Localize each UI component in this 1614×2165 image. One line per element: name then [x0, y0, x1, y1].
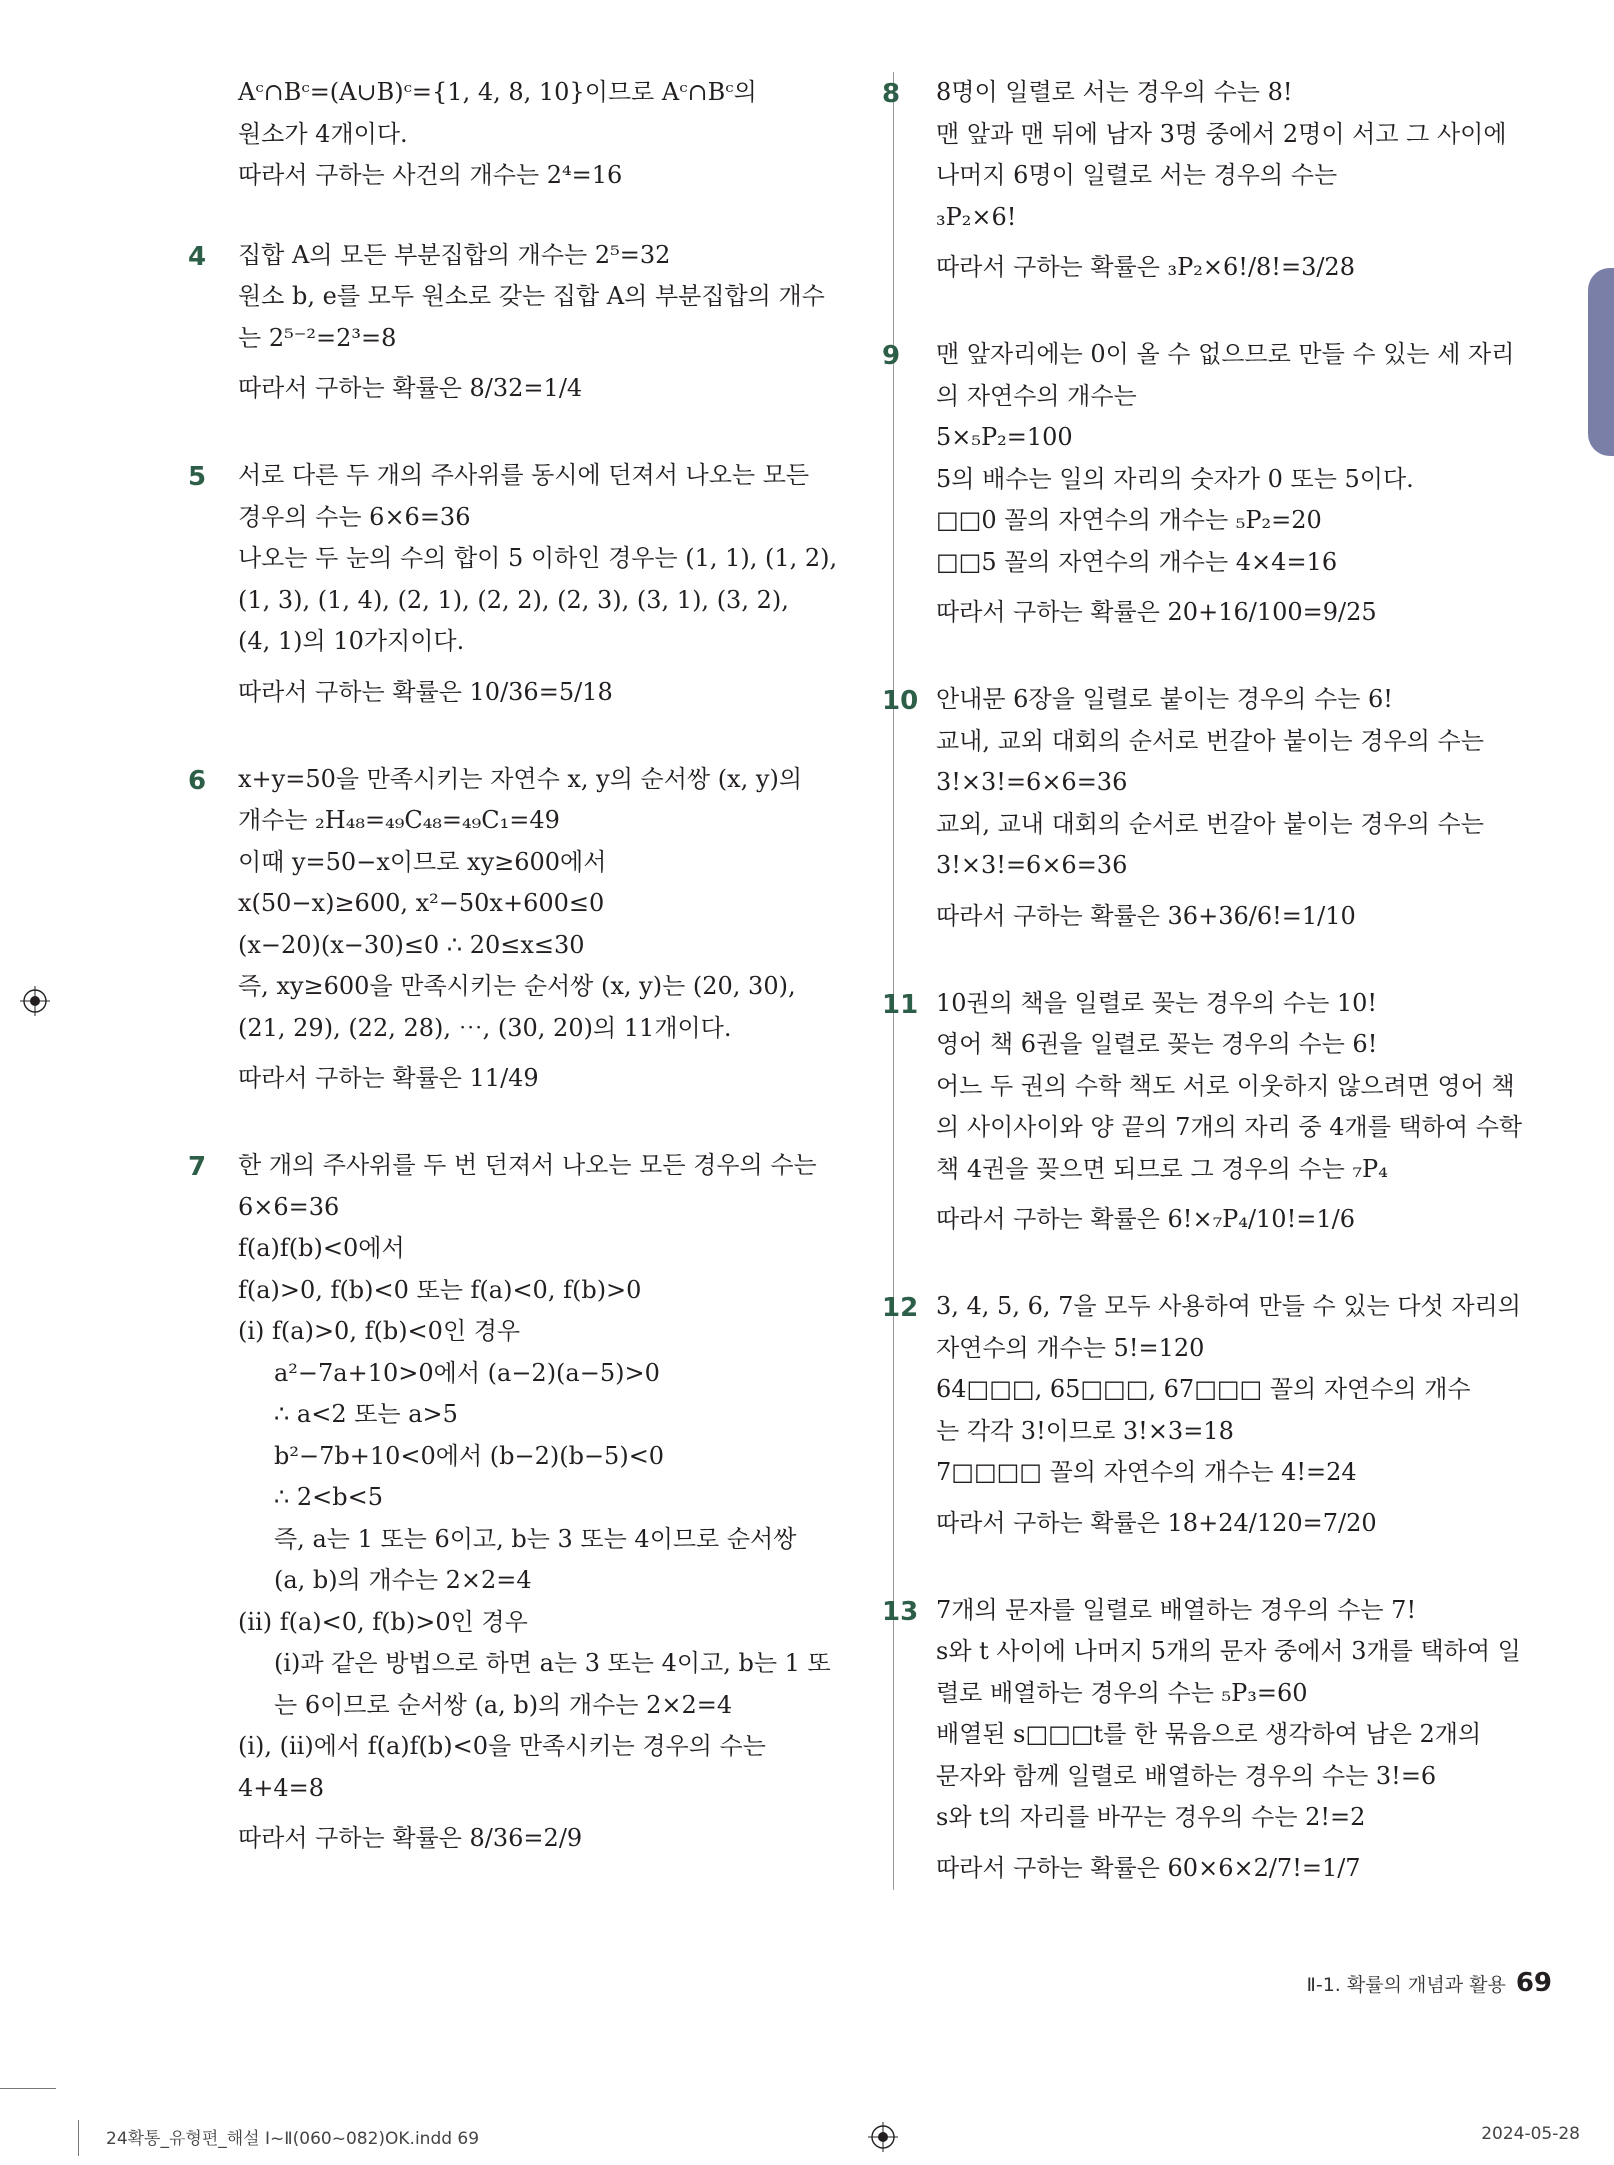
problem-5 — [188, 455, 858, 721]
solution-line: 교외, 교내 대회의 순서로 번갈아 붙이는 경우의 수는 — [936, 809, 1484, 838]
solution-line: 7개의 문자를 일렬로 배열하는 경우의 수는 7! — [936, 1595, 1417, 1624]
registration-mark-icon — [868, 2122, 898, 2152]
solution-line: 교내, 교외 대회의 순서로 번갈아 붙이는 경우의 수는 — [936, 726, 1484, 755]
running-footer — [1307, 1968, 1552, 1998]
solution-line: 나오는 두 눈의 수의 합이 5 이하인 경우는 (1, 1), (1, 2), — [238, 544, 838, 572]
solution-line: (ⅰ)과 같은 방법으로 하면 a는 3 또는 4이고, b는 1 또 — [274, 1649, 831, 1677]
solution-line: 즉, a는 1 또는 6이고, b는 3 또는 4이므로 순서쌍 — [274, 1524, 797, 1553]
solution-line: 3!×3!=6×6=36 — [936, 768, 1128, 796]
solution-line: (ⅰ) f(a)>0, f(b)<0인 경우 — [238, 1317, 521, 1345]
solution-line: 7□□□□ 꼴의 자연수의 개수는 4!=24 — [936, 1458, 1357, 1486]
solution-line: 따라서 구하는 확률은 8/32=1/4 — [238, 374, 583, 402]
solution-line: 10권의 책을 일렬로 꽂는 경우의 수는 10! — [936, 988, 1378, 1017]
solution-line: 는 6이므로 순서쌍 (a, b)의 개수는 2×2=4 — [274, 1690, 733, 1719]
problem-number: 8 — [882, 79, 901, 109]
solution-line: □□5 꼴의 자연수의 개수는 4×4=16 — [936, 547, 1338, 576]
solution-line: 즉, xy≥600을 만족시키는 순서쌍 (x, y)는 (20, 30), — [238, 972, 796, 1000]
solution-line: (21, 29), (22, 28), ⋯, (30, 20)의 11개이다. — [238, 1013, 732, 1042]
solution-line: x(50−x)≥600, x²−50x+600≤0 — [238, 889, 605, 917]
solution-line: 따라서 구하는 확률은 10/36=5/18 — [238, 677, 613, 706]
solution-line: ∴ 2<b<5 — [274, 1483, 384, 1511]
solution-line: 는 2⁵⁻²=2³=8 — [238, 323, 397, 352]
solution-line: 따라서 구하는 확률은 6!×₇P₄/10!=1/6 — [936, 1205, 1355, 1233]
solution-line: 3!×3!=6×6=36 — [936, 851, 1128, 879]
solution-line: 따라서 구하는 확률은 36+36/6!=1/10 — [936, 901, 1356, 930]
footer-rule — [0, 2088, 56, 2089]
problem-continued — [238, 72, 858, 197]
solution-line: (ⅱ) f(a)<0, f(b)>0인 경우 — [238, 1607, 528, 1636]
solution-line: a²−7a+10>0에서 (a−2)(a−5)>0 — [274, 1358, 660, 1387]
solution-line: (a, b)의 개수는 2×2=4 — [274, 1566, 532, 1594]
left-column — [188, 72, 858, 1905]
solution-line: 6×6=36 — [238, 1192, 340, 1221]
solution-line: 3, 4, 5, 6, 7을 모두 사용하여 만들 수 있는 다섯 자리의 — [936, 1292, 1521, 1320]
solution-line: 영어 책 6권을 일렬로 꽂는 경우의 수는 6! — [936, 1030, 1378, 1058]
problem-10 — [882, 679, 1556, 945]
solution-line: 의 사이사이와 양 끝의 7개의 자리 중 4개를 택하여 수학 — [936, 1113, 1523, 1141]
file-name: 24확통_유형편_해설 Ⅰ~Ⅱ(060~082)OK.indd 69 — [106, 2129, 480, 2149]
problem-9 — [882, 334, 1556, 641]
solution-line: 한 개의 주사위를 두 번 던져서 나오는 모든 경우의 수는 — [238, 1151, 817, 1179]
problem-12 — [882, 1286, 1556, 1552]
solution-line: 나머지 6명이 일렬로 서는 경우의 수는 — [936, 161, 1338, 189]
problem-number: 11 — [882, 989, 919, 1020]
solution-line: (1, 3), (1, 4), (2, 1), (2, 2), (2, 3), (3, 1), (3, 2), — [238, 585, 789, 614]
solution-line: 의 자연수의 개수는 — [936, 381, 1137, 410]
problem-number: 12 — [882, 1293, 919, 1323]
solution-line: 자연수의 개수는 5!=120 — [936, 1333, 1205, 1362]
solution-line: 어느 두 권의 수학 책도 서로 이웃하지 않으려면 영어 책 — [936, 1071, 1515, 1100]
right-column — [882, 72, 1556, 1935]
problem-8 — [882, 72, 1556, 296]
problem-6 — [188, 759, 858, 1108]
solution-line: 따라서 구하는 확률은 60×6×2/7!=1/7 — [936, 1853, 1361, 1882]
solution-line: 따라서 구하는 확률은 11/49 — [238, 1064, 539, 1092]
problem-number: 7 — [188, 1152, 207, 1182]
solution-line: 64□□□, 65□□□, 67□□□ 꼴의 자연수의 개수 — [936, 1375, 1471, 1403]
problem-number: 10 — [882, 686, 919, 716]
solution-line: 배열된 s□□□t를 한 묶음으로 생각하여 남은 2개의 — [936, 1720, 1482, 1748]
print-date: 2024-05-28 — [1481, 2124, 1580, 2144]
problem-11 — [882, 983, 1556, 1249]
solution-line: (ⅰ), (ⅱ)에서 f(a)f(b)<0을 만족시키는 경우의 수는 — [238, 1732, 766, 1760]
solution-line: 8명이 일렬로 서는 경우의 수는 8! — [936, 78, 1293, 106]
problem-number: 4 — [188, 241, 207, 272]
solution-line: 따라서 구하는 사건의 개수는 2⁴=16 — [238, 161, 623, 189]
solution-line: f(a)f(b)<0에서 — [238, 1234, 405, 1262]
solution-line: 집합 A의 모든 부분집합의 개수는 2⁵=32 — [238, 240, 671, 269]
section-title: Ⅱ-1. 확률의 개념과 활용 — [1306, 1974, 1506, 1996]
solution-line: 문자와 함께 일렬로 배열하는 경우의 수는 3!=6 — [936, 1761, 1437, 1790]
problem-number: 5 — [188, 462, 207, 492]
solution-line: 따라서 구하는 확률은 8/36=2/9 — [238, 1824, 583, 1852]
solution-line: 는 각각 3!이므로 3!×3=18 — [936, 1416, 1234, 1445]
solution-line: 따라서 구하는 확률은 ₃P₂×6!/8!=3/28 — [936, 253, 1355, 281]
solution-line: 4+4=8 — [238, 1773, 325, 1802]
solution-line: 안내문 6장을 일렬로 붙이는 경우의 수는 6! — [936, 685, 1393, 713]
solution-line: b²−7b+10<0에서 (b−2)(b−5)<0 — [274, 1441, 665, 1470]
solution-line: 맨 앞과 맨 뒤에 남자 3명 중에서 2명이 서고 그 사이에 — [936, 119, 1507, 148]
solution-line: 따라서 구하는 확률은 20+16/100=9/25 — [936, 598, 1377, 626]
solution-line: (4, 1)의 10가지이다. — [238, 627, 465, 655]
solution-line: ∴ a<2 또는 a>5 — [274, 1400, 458, 1428]
registration-mark-icon — [20, 986, 50, 1016]
solution-line: 개수는 ₂H₄₈=₄₉C₄₈=₄₉C₁=49 — [238, 806, 560, 834]
problem-13 — [882, 1590, 1556, 1897]
solution-line: 원소 b, e를 모두 원소로 갖는 집합 A의 부분집합의 개수 — [238, 282, 825, 310]
solution-line: ₃P₂×6! — [936, 202, 1017, 231]
solution-line: 경우의 수는 6×6=36 — [238, 502, 471, 531]
solution-line: 렬로 배열하는 경우의 수는 ₅P₃=60 — [936, 1678, 1308, 1707]
solution-line: Aᶜ∩Bᶜ=(A∪B)ᶜ={1, 4, 8, 10}이므로 Aᶜ∩Bᶜ의 — [238, 78, 757, 106]
solution-line: 책 4권을 꽂으면 되므로 그 경우의 수는 ₇P₄ — [936, 1154, 1388, 1183]
footer-mark — [78, 2120, 79, 2156]
solution-line: 따라서 구하는 확률은 18+24/120=7/20 — [936, 1508, 1377, 1537]
solution-line: 맨 앞자리에는 0이 올 수 없으므로 만들 수 있는 세 자리 — [936, 340, 1515, 368]
solution-line: 원소가 4개이다. — [238, 119, 408, 148]
solution-line: □□0 꼴의 자연수의 개수는 ₅P₂=20 — [936, 506, 1322, 534]
problem-number: 9 — [882, 341, 901, 371]
solution-line: 5의 배수는 일의 자리의 숫자가 0 또는 5이다. — [936, 464, 1414, 493]
solution-line: 5×₅P₂=100 — [936, 423, 1073, 451]
problem-4 — [188, 235, 858, 418]
side-tab — [1588, 268, 1614, 456]
solution-line: 이때 y=50−x이므로 xy≥600에서 — [238, 847, 607, 876]
solution-line: s와 t 사이에 나머지 5개의 문자 중에서 3개를 택하여 일 — [936, 1637, 1521, 1665]
problem-number: 6 — [188, 765, 207, 796]
solution-line: x+y=50을 만족시키는 자연수 x, y의 순서쌍 (x, y)의 — [238, 764, 803, 793]
solution-line: s와 t의 자리를 바꾸는 경우의 수는 2!=2 — [936, 1803, 1366, 1831]
solution-line: 서로 다른 두 개의 주사위를 동시에 던져서 나오는 모든 — [238, 461, 810, 489]
problem-number: 13 — [882, 1596, 919, 1627]
page-number: 69 — [1515, 1968, 1552, 1998]
solution-line: f(a)>0, f(b)<0 또는 f(a)<0, f(b)>0 — [238, 1275, 642, 1304]
solution-line: (x−20)(x−30)≤0 ∴ 20≤x≤30 — [238, 930, 585, 959]
problem-7 — [188, 1145, 858, 1867]
